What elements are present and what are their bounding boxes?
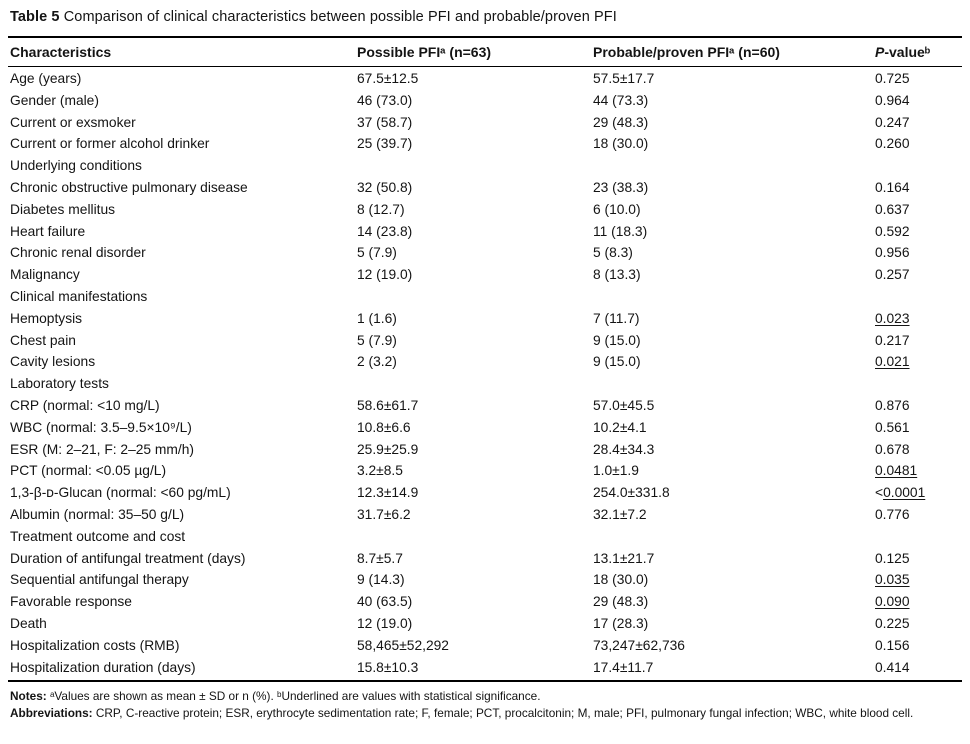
row-label: Diabetes mellitus xyxy=(10,201,116,217)
possible-pfi-value: 25.9±25.9 xyxy=(357,441,419,457)
section-row xyxy=(8,286,962,308)
possible-pfi-value: 37 (58.7) xyxy=(357,114,413,130)
p-value: 0.592 xyxy=(875,223,910,239)
probable-proven-pfi-value: 7 (11.7) xyxy=(593,310,640,326)
table-title: Comparison of clinical characteristics between possible PFI and probable/proven PFI xyxy=(59,9,617,25)
probable-proven-pfi-value: 11 (18.3) xyxy=(593,223,648,239)
table-body xyxy=(8,67,962,680)
possible-pfi-value: 2 (3.2) xyxy=(357,354,397,370)
table-header-row xyxy=(8,38,962,67)
row-label: 1,3-β-ᴅ-Glucan (normal: <60 pg/mL) xyxy=(10,485,231,501)
row-label: Heart failure xyxy=(10,223,86,239)
p-value: 0.561 xyxy=(875,419,910,435)
p-value: 0.725 xyxy=(875,71,910,86)
possible-pfi-value: 8 (12.7) xyxy=(357,201,405,217)
row-label: Sequential antifungal therapy xyxy=(10,572,189,588)
probable-proven-pfi-value: 18 (30.0) xyxy=(593,572,649,588)
row-label: PCT (normal: <0.05 µg/L) xyxy=(10,463,167,479)
probable-proven-pfi-value: 17.4±11.7 xyxy=(593,659,654,675)
possible-pfi-value: 9 (14.3) xyxy=(357,572,405,588)
table-row xyxy=(8,308,962,330)
col-header-possible-pfi: Possible PFIᵃ (n=63) xyxy=(357,44,492,60)
p-value xyxy=(875,526,962,548)
table-row xyxy=(8,90,962,112)
table-row xyxy=(8,68,962,90)
significant-p-value: 0.0481 xyxy=(875,463,918,479)
possible-pfi-value: 40 (63.5) xyxy=(357,594,413,610)
table-row xyxy=(8,177,962,199)
table-row xyxy=(8,569,962,591)
probable-proven-pfi-value: 254.0±331.8 xyxy=(593,485,670,501)
table-footnotes xyxy=(8,682,962,721)
possible-pfi-value: 8.7±5.7 xyxy=(357,550,403,566)
possible-pfi-value: 58,465±52,292 xyxy=(357,637,449,653)
probable-proven-pfi-value: 73,247±62,736 xyxy=(593,637,685,653)
row-label: Current or former alcohol drinker xyxy=(10,136,210,152)
row-label: Age (years) xyxy=(10,71,82,86)
p-value xyxy=(875,460,962,482)
row-label: Hemoptysis xyxy=(10,310,83,326)
table-row xyxy=(8,330,962,352)
row-label: Malignancy xyxy=(10,267,80,283)
row-label: CRP (normal: <10 mg/L) xyxy=(10,397,160,413)
p-value: 0.225 xyxy=(875,615,910,631)
row-label: Hospitalization costs (RMB) xyxy=(10,637,180,653)
row-label: Favorable response xyxy=(10,594,132,610)
table-row xyxy=(8,460,962,482)
significant-p-value: 0.090 xyxy=(875,594,910,610)
probable-proven-pfi-value: 44 (73.3) xyxy=(593,92,649,108)
row-label: Hospitalization duration (days) xyxy=(10,659,196,675)
possible-pfi-value: 5 (7.9) xyxy=(357,245,397,261)
section-label: Clinical manifestations xyxy=(10,288,148,304)
row-label: Duration of antifungal treatment (days) xyxy=(10,550,246,566)
abbreviations-text: CRP, C-reactive protein; ESR, erythrocyte sedimentation rate; F, female; PCT, procalcitonin; M, male; PFI, pulmonary fungal infection; WBC, white blood cell. xyxy=(95,705,914,720)
table-row xyxy=(8,504,962,526)
probable-proven-pfi-value xyxy=(593,286,875,308)
table-row xyxy=(8,439,962,461)
table-row xyxy=(8,417,962,439)
p-value: 0.776 xyxy=(875,506,910,522)
notes-label: Notes: xyxy=(10,689,47,704)
possible-pfi-value: 5 (7.9) xyxy=(357,332,397,348)
possible-pfi-value: 14 (23.8) xyxy=(357,223,413,239)
notes-line xyxy=(10,689,935,705)
probable-proven-pfi-value: 29 (48.3) xyxy=(593,114,649,130)
row-label: ESR (M: 2–21, F: 2–25 mm/h) xyxy=(10,441,195,457)
possible-pfi-value: 1 (1.6) xyxy=(357,310,397,326)
significant-p-value: 0.021 xyxy=(875,354,910,370)
probable-proven-pfi-value: 23 (38.3) xyxy=(593,179,649,195)
clinical-characteristics-table xyxy=(8,36,962,682)
table-row xyxy=(8,548,962,570)
abbreviations-line xyxy=(10,706,935,722)
col-header-p-value xyxy=(875,38,962,66)
significant-p-value: 0.035 xyxy=(875,572,910,588)
row-label: Gender (male) xyxy=(10,92,99,108)
probable-proven-pfi-value: 9 (15.0) xyxy=(593,332,641,348)
possible-pfi-value: 3.2±8.5 xyxy=(357,463,403,479)
possible-pfi-value: 32 (50.8) xyxy=(357,179,413,195)
probable-proven-pfi-value: 18 (30.0) xyxy=(593,136,649,152)
possible-pfi-value xyxy=(357,286,593,308)
p-value: 0.156 xyxy=(875,637,910,653)
p-value xyxy=(875,373,962,395)
possible-pfi-value: 67.5±12.5 xyxy=(357,71,419,86)
table-row xyxy=(8,112,962,134)
table-row xyxy=(8,613,962,635)
section-row xyxy=(8,155,962,177)
probable-proven-pfi-value: 57.0±45.5 xyxy=(593,397,655,413)
probable-proven-pfi-value: 17 (28.3) xyxy=(593,615,649,631)
row-label: Albumin (normal: 35–50 g/L) xyxy=(10,506,185,522)
p-value xyxy=(875,155,962,177)
possible-pfi-value: 25 (39.7) xyxy=(357,136,413,152)
row-label: Current or exsmoker xyxy=(10,114,136,130)
section-label: Underlying conditions xyxy=(10,158,142,174)
p-value: 0.164 xyxy=(875,179,910,195)
p-value: 0.217 xyxy=(875,332,910,348)
table-row xyxy=(8,133,962,155)
table-number: Table 5 xyxy=(10,9,60,25)
table-row xyxy=(8,591,962,613)
probable-proven-pfi-value: 29 (48.3) xyxy=(593,594,649,610)
row-label: Chronic obstructive pulmonary disease xyxy=(10,179,248,195)
row-label: Cavity lesions xyxy=(10,354,96,370)
p-value: 0.637 xyxy=(875,201,910,217)
table-row xyxy=(8,221,962,243)
probable-proven-pfi-value: 5 (8.3) xyxy=(593,245,633,261)
section-row xyxy=(8,373,962,395)
probable-proven-pfi-value: 32.1±7.2 xyxy=(593,506,647,522)
section-row xyxy=(8,526,962,548)
p-value: 0.964 xyxy=(875,92,910,108)
probable-proven-pfi-value xyxy=(593,526,875,548)
p-value xyxy=(875,591,962,613)
significant-p-value: 0.0001 xyxy=(883,485,926,501)
table-row xyxy=(8,242,962,264)
table-row xyxy=(8,635,962,657)
table-row xyxy=(8,482,962,504)
p-value: <0.0001 xyxy=(875,485,926,501)
probable-proven-pfi-value: 1.0±1.9 xyxy=(593,463,639,479)
section-label: Laboratory tests xyxy=(10,376,109,392)
probable-proven-pfi-value: 28.4±34.3 xyxy=(593,441,655,457)
possible-pfi-value xyxy=(357,526,593,548)
table-row xyxy=(8,199,962,221)
p-value xyxy=(875,308,962,330)
row-label: Chronic renal disorder xyxy=(10,245,146,261)
possible-pfi-value: 12.3±14.9 xyxy=(357,485,419,501)
p-value-rest: -valueᵇ xyxy=(884,44,931,60)
table-row xyxy=(8,264,962,286)
probable-proven-pfi-value: 57.5±17.7 xyxy=(593,71,655,86)
abbreviations-label: Abbreviations: xyxy=(10,705,93,720)
probable-proven-pfi-value: 6 (10.0) xyxy=(593,201,641,217)
p-value-italic-p: P xyxy=(875,44,885,60)
possible-pfi-value: 58.6±61.7 xyxy=(357,397,419,413)
col-header-probable-proven-pfi: Probable/proven PFIᵃ (n=60) xyxy=(593,44,780,60)
p-value: 0.260 xyxy=(875,136,910,152)
p-value xyxy=(875,569,962,591)
table-caption xyxy=(8,5,962,36)
row-label: WBC (normal: 3.5–9.5×10⁹/L) xyxy=(10,419,192,435)
possible-pfi-value: 12 (19.0) xyxy=(357,615,413,631)
significant-p-value: 0.023 xyxy=(875,310,910,326)
probable-proven-pfi-value: 8 (13.3) xyxy=(593,267,641,283)
section-label: Treatment outcome and cost xyxy=(10,528,186,544)
possible-pfi-value: 31.7±6.2 xyxy=(357,506,411,522)
p-value: 0.414 xyxy=(875,659,910,675)
table-row xyxy=(8,351,962,373)
possible-pfi-value: 10.8±6.6 xyxy=(357,419,411,435)
table-row xyxy=(8,395,962,417)
probable-proven-pfi-value xyxy=(593,373,875,395)
notes-text: ᵃValues are shown as mean ± SD or n (%). ᵇUnderlined are values with statistical significance. xyxy=(50,689,541,704)
p-value: 0.247 xyxy=(875,114,910,130)
p-value: 0.876 xyxy=(875,397,910,413)
possible-pfi-value: 12 (19.0) xyxy=(357,267,413,283)
possible-pfi-value: 46 (73.0) xyxy=(357,92,413,108)
possible-pfi-value: 15.8±10.3 xyxy=(357,659,419,675)
possible-pfi-value xyxy=(357,155,593,177)
p-value xyxy=(875,351,962,373)
possible-pfi-value xyxy=(357,373,593,395)
p-value: 0.257 xyxy=(875,267,910,283)
col-header-characteristics: Characteristics xyxy=(10,44,112,60)
probable-proven-pfi-value: 9 (15.0) xyxy=(593,354,641,370)
p-value: 0.678 xyxy=(875,441,910,457)
table-row xyxy=(8,657,962,679)
p-value: 0.956 xyxy=(875,245,910,261)
probable-proven-pfi-value: 13.1±21.7 xyxy=(593,550,655,566)
probable-proven-pfi-value: 10.2±4.1 xyxy=(593,419,647,435)
p-value xyxy=(875,286,962,308)
row-label: Chest pain xyxy=(10,332,76,348)
row-label: Death xyxy=(10,615,47,631)
probable-proven-pfi-value xyxy=(593,155,875,177)
p-value: 0.125 xyxy=(875,550,910,566)
